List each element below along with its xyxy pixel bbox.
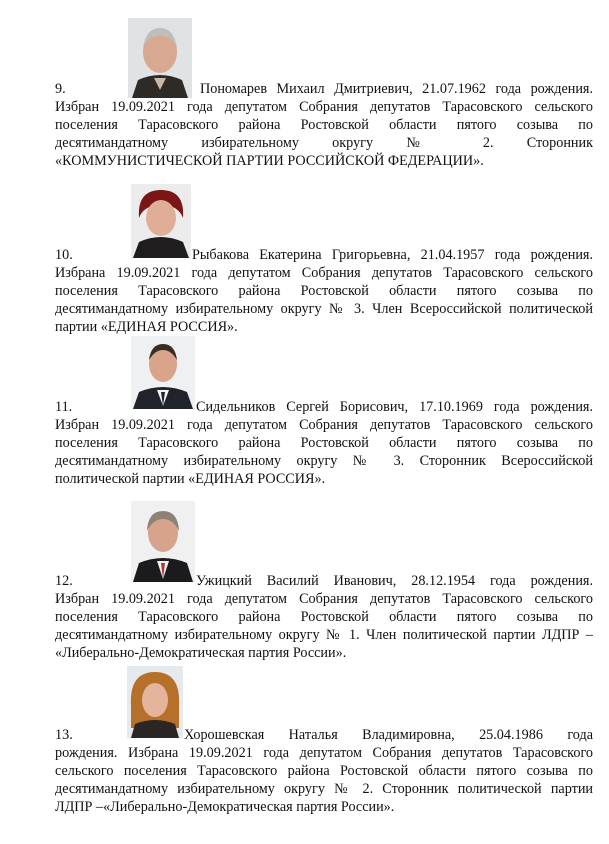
entry-text-line: политической партии «ЕДИНАЯ РОССИЯ».: [55, 471, 326, 487]
entry-text-line: рождения. Избрана 19.09.2021 года депутатом Собрания депутатов Тарасовского: [55, 745, 593, 761]
entry-name-dob: Сидельников Сергей Борисович, 17.10.1969 года рождения.: [196, 399, 593, 415]
entry-number: 12.: [55, 573, 73, 589]
entry-text-line: десятимандатному избирательному округу № 3. Сторонник Всероссийской: [55, 453, 593, 469]
deputy-entry-12: [55, 572, 593, 662]
entry-number: 10.: [55, 247, 73, 263]
entry-text-line: поселения Тарасовского района Ростовской области пятого созыва по: [55, 609, 593, 625]
entry-number: 13.: [55, 727, 73, 743]
portrait-photo-12: [131, 501, 195, 582]
deputy-entry-13: [55, 726, 593, 816]
entry-text-line: Избран 19.09.2021 года депутатом Собрания депутатов Тарасовского сельского: [55, 591, 593, 607]
entry-text-line: ЛДПР –«Либерально-Демократическая партия России».: [55, 799, 395, 815]
entry-text-line: «КОММУНИСТИЧЕСКОЙ ПАРТИИ РОССИЙСКОЙ ФЕДЕРАЦИИ».: [55, 153, 484, 169]
entry-text-line: поселения Тарасовского района Ростовской области пятого созыва по: [55, 435, 593, 451]
entry-text-line: десятимандатному избирательному округу № 1. Член политической партии ЛДПР –: [55, 627, 593, 643]
entry-text-line: поселения Тарасовского района Ростовской области пятого созыва по: [55, 283, 593, 299]
entry-name-dob: Пономарев Михаил Дмитриевич, 21.07.1962 года рождения.: [200, 81, 593, 97]
entry-text-line: Избран 19.09.2021 года депутатом Собрания депутатов Тарасовского сельского: [55, 417, 593, 433]
entry-name-dob: Рыбакова Екатерина Григорьевна, 21.04.1957 года рождения.: [192, 247, 593, 263]
entry-text-line: десятимандатному избирательному округу № 2. Сторонник политической партии: [55, 781, 593, 797]
entry-text-line: сельского поселения Тарасовского района Ростовской области пятого созыва по: [55, 763, 593, 779]
entry-name-dob: Ужицкий Василий Иванович, 28.12.1954 года рождения.: [196, 573, 593, 589]
entry-text-line: партии «ЕДИНАЯ РОССИЯ».: [55, 319, 238, 335]
deputy-entry-9: [55, 80, 593, 170]
entry-text-line: десятимандатному избирательному округу № 2. Сторонник: [55, 135, 593, 151]
entry-heading: [55, 726, 593, 744]
entry-text-line: Избран 19.09.2021 года депутатом Собрания депутатов Тарасовского сельского: [55, 99, 593, 115]
entry-heading: [55, 572, 593, 590]
entry-text-line: Избрана 19.09.2021 года депутатом Собрания депутатов Тарасовского сельского: [55, 265, 593, 281]
deputy-entry-10: [55, 246, 593, 336]
entry-text-line: поселения Тарасовского района Ростовской области пятого созыва по: [55, 117, 593, 133]
entry-heading: [55, 398, 593, 416]
entry-number: 11.: [55, 399, 73, 415]
portrait-icon: [131, 501, 195, 582]
entry-heading: [55, 80, 593, 98]
entry-number: 9.: [55, 81, 66, 97]
entry-name-dob: Хорошевская Наталья Владимировна, 25.04.1986 года: [184, 727, 593, 743]
entry-text-line: «Либерально-Демократическая партия России».: [55, 645, 347, 661]
entry-text-line: десятимандатному избирательному округу № 3. Член Всероссийской политической: [55, 301, 593, 317]
deputy-entry-11: [55, 398, 593, 488]
entry-heading: [55, 246, 593, 264]
